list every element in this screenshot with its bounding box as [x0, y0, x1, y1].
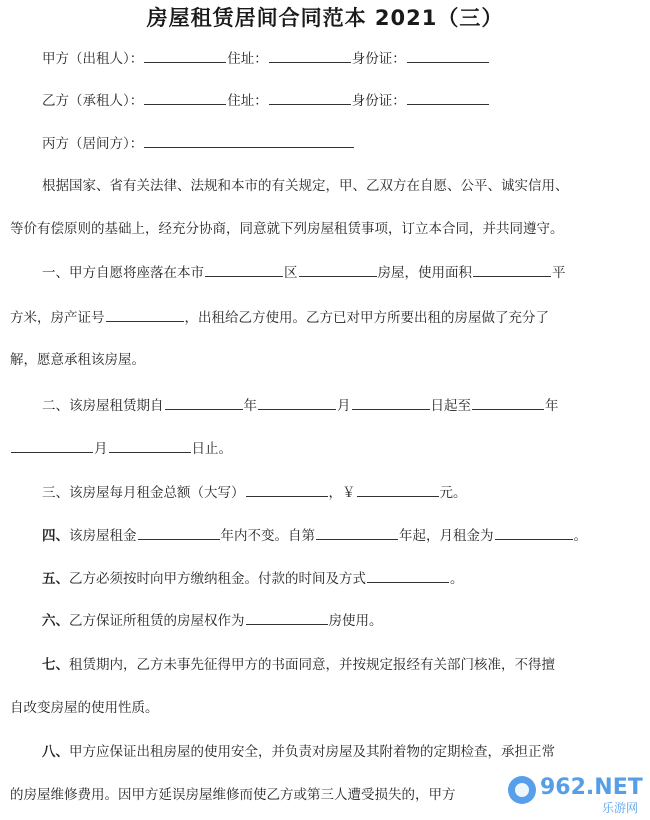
clause-2-end-month-blank[interactable] — [11, 438, 93, 453]
clause-7-line-1 — [42, 655, 555, 675]
clause-1-district-blank[interactable] — [299, 262, 377, 277]
clause-5-end: 。 — [450, 571, 464, 587]
clause-1-unit: 平 — [552, 265, 566, 281]
clause-1-district-label: 区 — [284, 265, 298, 281]
clause-3-text: 三、该房屋每月租金总额（大写） — [42, 485, 245, 501]
clause-1-area-label: 房屋，使用面积 — [377, 265, 472, 281]
clause-3-yen-label: ，￥ — [328, 485, 356, 501]
clause-2-end-month-label: 月 — [94, 441, 108, 457]
party-c-name-blank[interactable] — [144, 133, 354, 148]
clause-4-text-2: 年内不变。自第 — [220, 528, 315, 544]
clause-4-from-year-blank[interactable] — [316, 525, 398, 540]
site-watermark-logo — [504, 768, 644, 816]
clause-2-start-year-blank[interactable] — [165, 395, 243, 410]
clause-5-method-blank[interactable] — [367, 568, 449, 583]
clause-2-text: 二、该房屋租赁期自 — [42, 398, 164, 414]
clause-2-to-label: 日起至 — [430, 398, 471, 414]
clause-6-text: 乙方保证所租赁的房屋权作为 — [69, 613, 245, 629]
clause-2-end-day-blank[interactable] — [109, 438, 191, 453]
clause-3-unit: 元。 — [439, 485, 467, 501]
clause-3-amount-words-blank[interactable] — [246, 482, 328, 497]
clause-7-line-2: 自改变房屋的使用性质。 — [10, 700, 159, 716]
preamble-line-1: 根据国家、省有关法律、法规和本市的有关规定，甲、乙双方在自愿、公平、诚实信用、 — [42, 178, 569, 194]
clause-4-text: 该房屋租金 — [69, 528, 137, 544]
party-a-name-blank[interactable] — [144, 48, 226, 63]
party-c-label: 丙方（居间方）： — [42, 136, 144, 152]
clause-3-line — [42, 482, 467, 503]
clause-4-number: 四、 — [42, 528, 69, 544]
party-a-address-label: 住址： — [227, 51, 268, 67]
party-b-label: 乙方（承租人）： — [42, 93, 144, 109]
clause-6-line — [42, 610, 383, 631]
preamble-line-2: 等价有偿原则的基础上，经充分协商，同意就下列房屋租赁事项，订立本合同，并共同遵守。 — [10, 221, 564, 237]
clause-1-city-blank[interactable] — [205, 262, 283, 277]
clause-2-year-label: 年 — [243, 398, 257, 414]
party-b-line — [42, 90, 490, 111]
clause-1-cert-label: 方米，房产证号 — [10, 310, 105, 326]
clause-6-end: 房使用。 — [328, 613, 383, 629]
party-b-address-blank[interactable] — [269, 90, 351, 105]
clause-8-line-2: 的房屋维修费用。因甲方延误房屋维修而使乙方或第三人遭受损失的，甲方 — [10, 787, 456, 803]
party-b-id-label: 身份证： — [351, 93, 406, 109]
clause-5-line — [42, 568, 464, 589]
party-b-address-label: 住址： — [227, 93, 268, 109]
clause-2-end-day-label: 日止。 — [191, 441, 232, 457]
clause-1-area-blank[interactable] — [473, 262, 551, 277]
clause-3-amount-blank[interactable] — [357, 482, 439, 497]
watermark-icon — [504, 768, 644, 816]
clause-6-number: 六、 — [42, 613, 69, 629]
clause-2-start-day-blank[interactable] — [352, 395, 430, 410]
clause-2-line-1 — [42, 395, 559, 416]
clause-1-text-2: ，出租给乙方使用。乙方已对甲方所要出租的房屋做了充分了 — [184, 310, 549, 326]
clause-1-line-3: 解，愿意承租该房屋。 — [10, 352, 145, 368]
watermark-brand: 962.NET — [540, 775, 643, 800]
party-a-id-label: 身份证： — [351, 51, 406, 67]
party-a-label: 甲方（出租人）： — [42, 51, 144, 67]
clause-8-line-1 — [42, 742, 555, 762]
watermark-sub: 乐游网 — [602, 801, 639, 815]
clause-2-end-year-label: 年 — [545, 398, 559, 414]
party-a-address-blank[interactable] — [269, 48, 351, 63]
clause-4-rent-blank[interactable] — [495, 525, 573, 540]
clause-7-text: 租赁期内，乙方未事先征得甲方的书面同意，并按规定报经有关部门核准，不得擅 — [69, 657, 555, 673]
party-b-id-blank[interactable] — [407, 90, 489, 105]
clause-2-start-month-blank[interactable] — [258, 395, 336, 410]
clause-1-line-1 — [42, 262, 566, 283]
clause-2-line-2 — [10, 438, 232, 459]
party-c-line — [42, 133, 355, 154]
clause-4-line — [42, 525, 587, 546]
clause-2-month-label: 月 — [337, 398, 351, 414]
party-a-line — [42, 48, 490, 69]
clause-4-text-3: 年起，月租金为 — [399, 528, 494, 544]
party-a-id-blank[interactable] — [407, 48, 489, 63]
clause-7-number: 七、 — [42, 657, 69, 673]
clause-5-text: 乙方必须按时向甲方缴纳租金。付款的时间及方式 — [69, 571, 366, 587]
document-title: 房屋租赁居间合同范本 2021（三） — [146, 6, 504, 30]
clause-1-cert-blank[interactable] — [106, 307, 184, 322]
clause-1-text: 一、甲方自愿将座落在本市 — [42, 265, 204, 281]
clause-2-end-year-blank[interactable] — [472, 395, 544, 410]
clause-5-number: 五、 — [42, 571, 69, 587]
clause-6-use-blank[interactable] — [246, 610, 328, 625]
clause-1-line-2 — [10, 307, 549, 328]
clause-4-years-blank[interactable] — [138, 525, 220, 540]
party-b-name-blank[interactable] — [144, 90, 226, 105]
clause-4-end: 。 — [573, 528, 587, 544]
clause-8-text: 甲方应保证出租房屋的使用安全，并负责对房屋及其附着物的定期检查，承担正常 — [69, 744, 555, 760]
clause-8-number: 八、 — [42, 744, 69, 760]
